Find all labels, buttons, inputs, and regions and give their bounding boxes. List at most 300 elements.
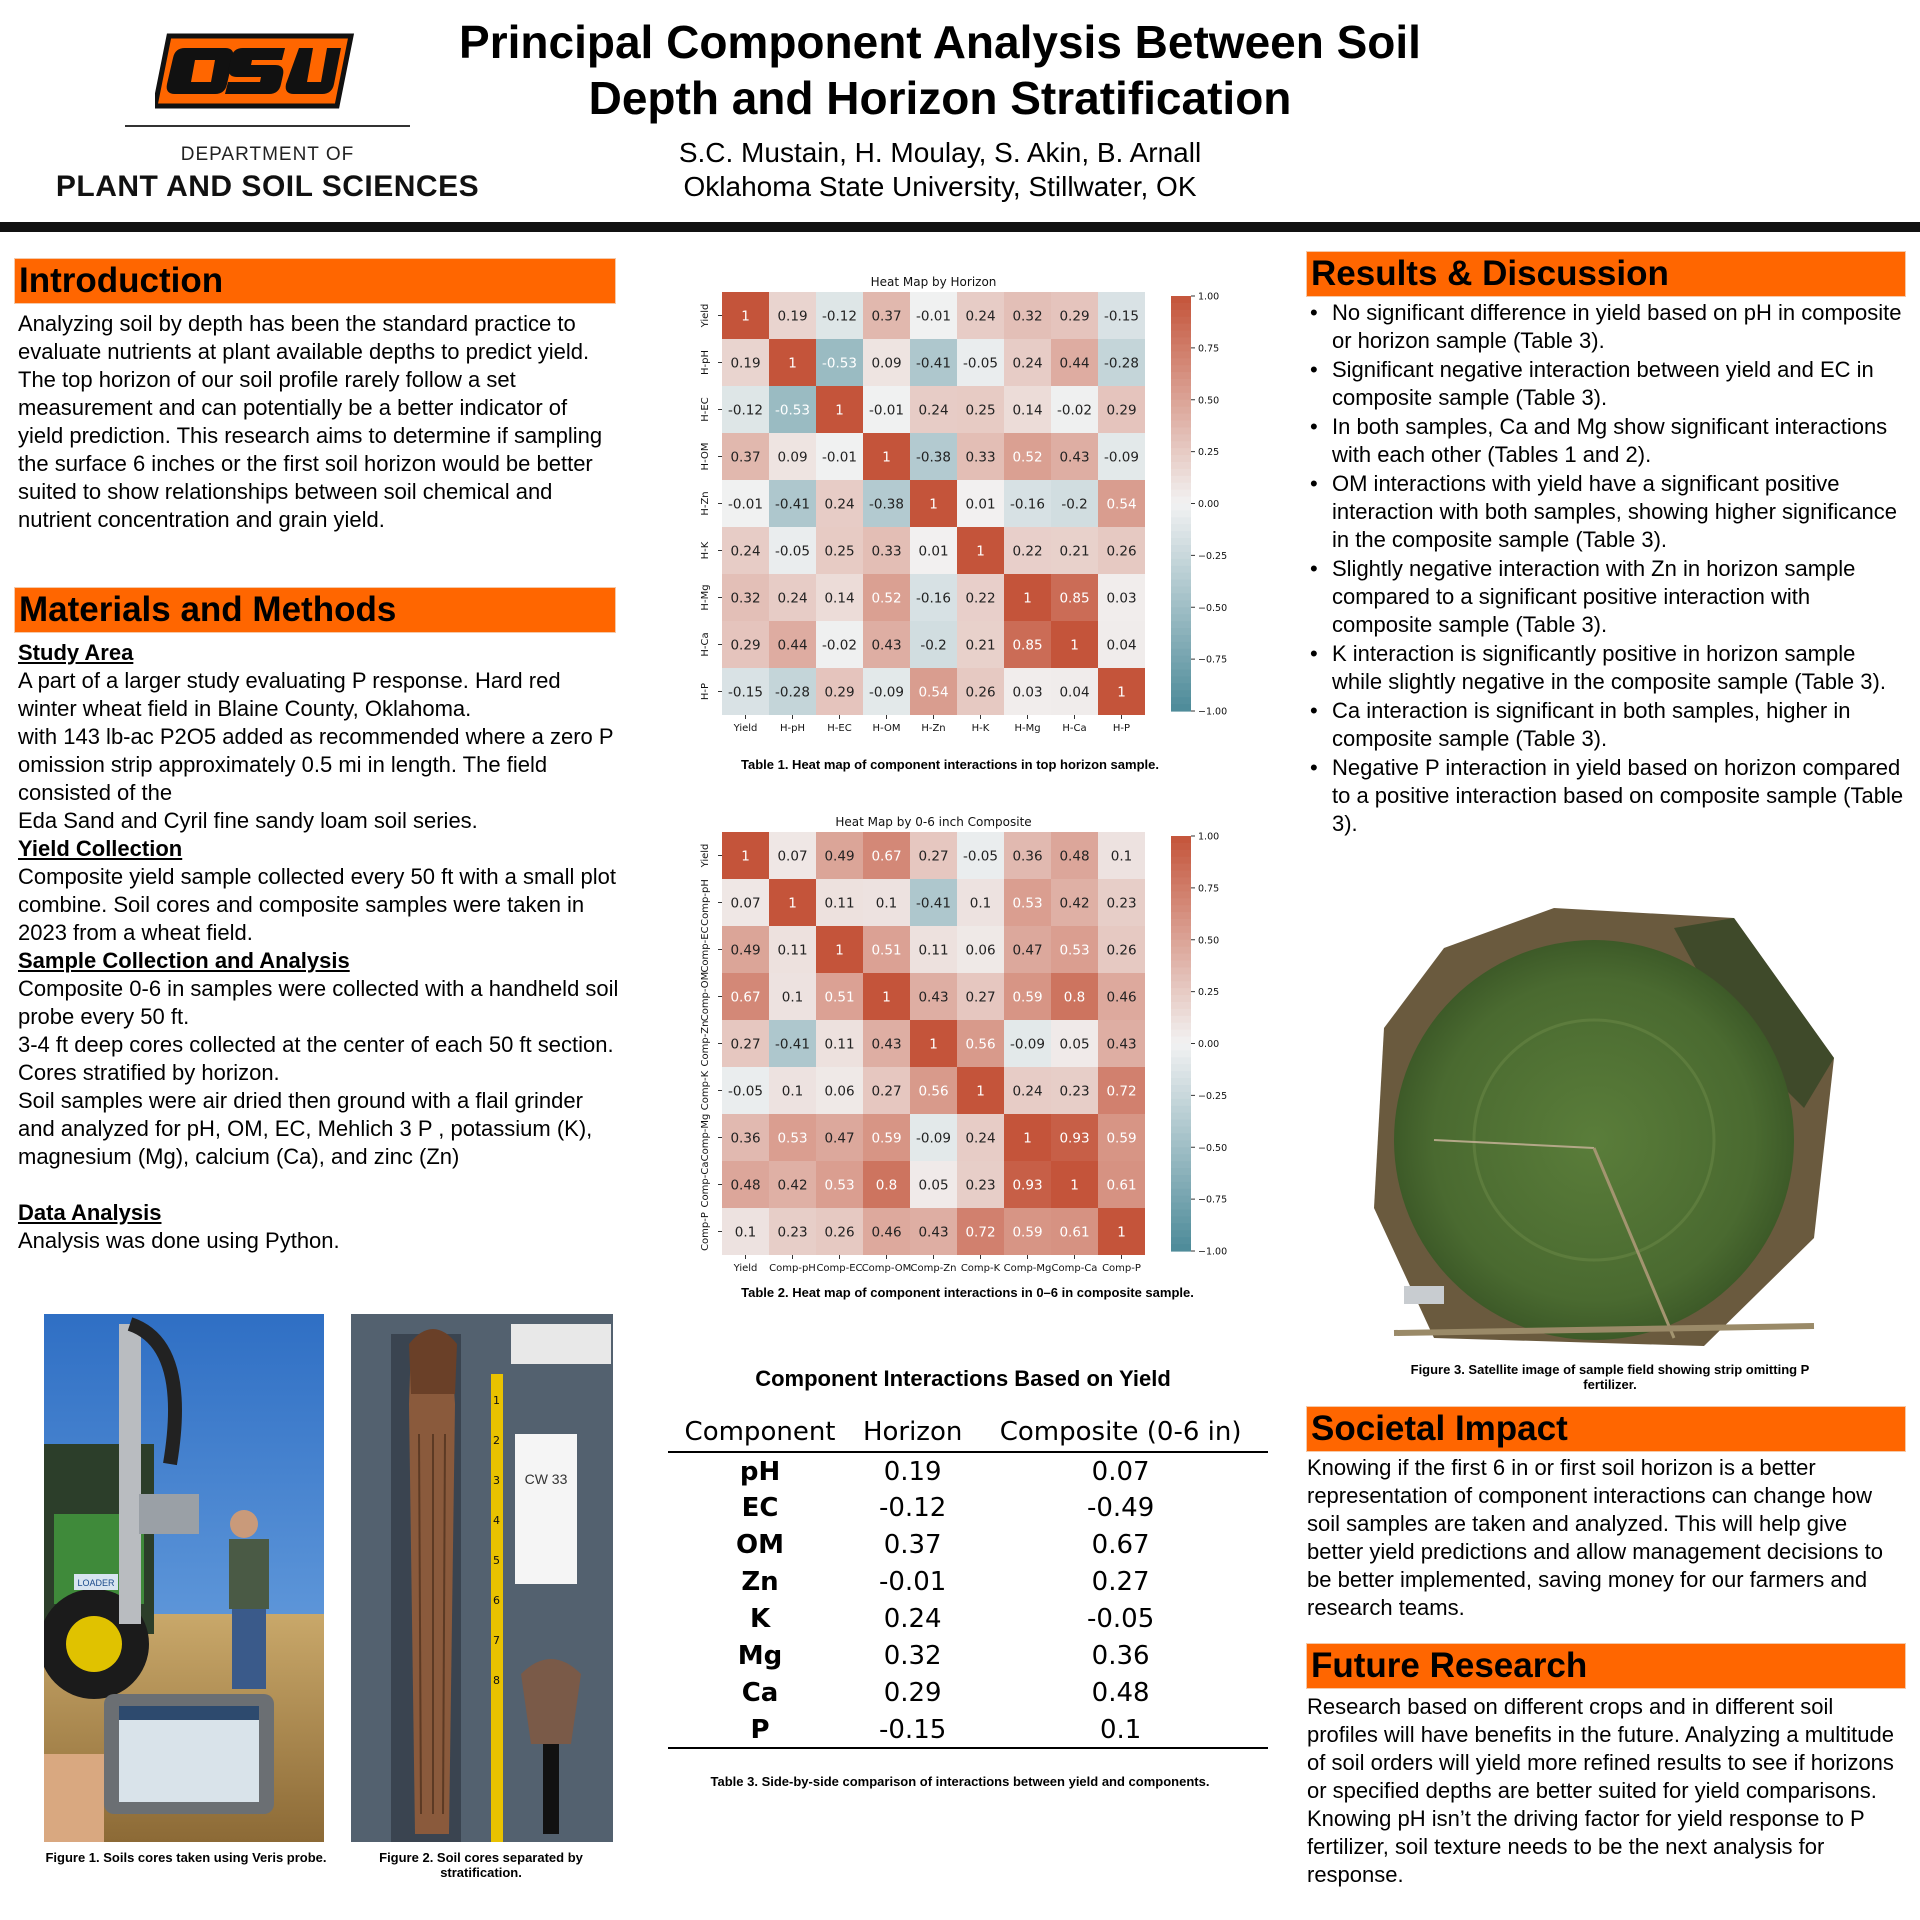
methods-body — [18, 639, 623, 1255]
future-research-text: Research based on different crops and in different soil profiles will have benefits in the future. Analyzing a multitude of soil orders will yield more refined results to see if horizons or specified depths are better suited for yield comparisons. Knowing pH isn’t the driving factor for yield response to P fertilizer, soil texture needs to be the next analysis for response. — [1307, 1694, 1894, 1887]
y-tick-label: Comp-Zn — [700, 1020, 711, 1067]
cell-value-label: 0.48 — [1059, 848, 1090, 865]
x-tick-label: Comp-Zn — [910, 1263, 957, 1274]
svg-text:8: 8 — [493, 1674, 500, 1687]
cell-value-label: 0.59 — [1012, 1224, 1043, 1241]
colorbar-segment — [1171, 857, 1191, 865]
x-tick-label: H-K — [971, 723, 990, 734]
x-tick-label: Comp-P — [1102, 1263, 1141, 1274]
colorbar-segment — [1171, 455, 1191, 463]
cell-value-label: 0.11 — [918, 942, 949, 959]
y-tick-label: H-pH — [700, 350, 711, 375]
table-cell: 0.19 — [883, 1456, 942, 1487]
table-row — [668, 1674, 1268, 1711]
cell-value-label: 0.54 — [918, 684, 949, 701]
cell-value-label: 0.61 — [1106, 1177, 1137, 1194]
cell-value-label: 0.06 — [965, 942, 996, 959]
cell-value-label: 0.54 — [1106, 496, 1137, 513]
cell-value-label: 0.29 — [730, 637, 761, 654]
colorbar-segment — [1171, 1147, 1191, 1155]
sample-collection-text-3: Soil samples were air dried then ground with a flail grinder and analyzed for pH, OM, EC, Mehlich 3 P , potassium (K), magnesium (Mg), calcium (Ca), and zinc (Zn) — [18, 1088, 593, 1169]
figure-1-photo — [44, 1314, 324, 1842]
cell-value-label: -0.09 — [869, 684, 904, 701]
x-tick-label: Comp-Mg — [1003, 1263, 1052, 1274]
table-1-caption: Table 1. Heat map of component interactions in top horizon sample. — [741, 757, 1159, 772]
logo-divider — [125, 125, 410, 127]
cell-value-label: 0.61 — [1059, 1224, 1090, 1241]
cell-value-label: 1 — [741, 308, 750, 325]
y-tick-label: H-OM — [700, 442, 711, 471]
table-cell: EC — [741, 1493, 779, 1523]
colorbar-segment — [1171, 338, 1191, 346]
colorbar-segment — [1171, 642, 1191, 650]
yield-collection-heading: Yield Collection — [18, 836, 183, 861]
colorbar-segment — [1171, 1189, 1191, 1197]
table-cell: -0.01 — [879, 1567, 947, 1597]
cell-value-label: -0.16 — [916, 590, 951, 607]
cell-value-label: 0.53 — [824, 1177, 855, 1194]
cell-value-label: -0.41 — [916, 355, 951, 372]
chart-title: Heat Map by Horizon — [870, 275, 997, 289]
heatmap-horizon — [686, 272, 1246, 742]
cell-value-label: 0.24 — [824, 496, 855, 513]
colorbar-tick-label: −1.00 — [1198, 706, 1228, 718]
cell-value-label: 0.27 — [965, 989, 996, 1006]
poster-authors — [520, 136, 1360, 204]
table-cell: 0.67 — [1091, 1530, 1150, 1560]
cell-value-label: -0.01 — [869, 402, 904, 419]
colorbar-segment — [1171, 1099, 1191, 1107]
y-tick-label: Comp-EC — [700, 926, 711, 973]
data-analysis-heading: Data Analysis — [18, 1200, 162, 1225]
x-tick-label: H-Mg — [1014, 723, 1041, 734]
colorbar-segment — [1171, 510, 1191, 518]
cell-value-label: 0.33 — [965, 449, 996, 466]
colorbar-segment — [1171, 600, 1191, 608]
cell-value-label: 0.85 — [1059, 590, 1090, 607]
cell-value-label: 0.43 — [918, 989, 949, 1006]
colorbar-segment — [1171, 1057, 1191, 1065]
colorbar-segment — [1171, 663, 1191, 671]
colorbar-tick-label: −0.25 — [1198, 1090, 1228, 1102]
colorbar-segment — [1171, 621, 1191, 629]
cell-value-label: 0.59 — [1106, 1130, 1137, 1147]
cell-value-label: 0.24 — [1012, 355, 1043, 372]
cell-value-label: 1 — [976, 1083, 985, 1100]
colorbar-tick-label: 0.50 — [1198, 395, 1220, 407]
svg-text:7: 7 — [493, 1634, 500, 1647]
cell-value-label: 1 — [976, 543, 985, 560]
cell-value-label: 0.26 — [965, 684, 996, 701]
cell-value-label: 1 — [1023, 590, 1032, 607]
cell-value-label: 0.29 — [1106, 402, 1137, 419]
cell-value-label: 1 — [929, 1036, 938, 1053]
y-tick-label: H-Ca — [700, 632, 711, 657]
cell-value-label: 0.93 — [1012, 1177, 1043, 1194]
y-tick-label: H-Mg — [700, 584, 711, 611]
colorbar-segment — [1171, 1113, 1191, 1121]
table-cell: 0.32 — [883, 1641, 942, 1671]
colorbar-tick-label: 0.75 — [1198, 883, 1220, 895]
cell-value-label: 0.22 — [1012, 543, 1043, 560]
cell-value-label: 0.26 — [1106, 942, 1137, 959]
table-cell: pH — [739, 1456, 781, 1487]
svg-text:5: 5 — [493, 1554, 500, 1567]
introduction-text: Analyzing soil by depth has been the standard practice to evaluate nutrients at plant available depths to predict yield. The top horizon of our soil profile rarely follow a set measurement and can potentially be a better indicator of yield prediction. This research aims to determine if sampling the surface 6 inches or the first soil horizon would be better suited to show relationships between soil chemical and nutrient concentration and grain yield. — [18, 311, 603, 532]
cell-value-label: 0.14 — [1012, 402, 1043, 419]
cell-value-label: 0.1 — [781, 989, 804, 1006]
list-item: • Negative P interaction in yield based on horizon compared to a positive interaction based on composite sample (Table 3). — [1306, 754, 1906, 838]
cell-value-label: 0.27 — [871, 1083, 902, 1100]
cell-value-label: 0.85 — [1012, 637, 1043, 654]
colorbar-segment — [1171, 476, 1191, 484]
cell-value-label: -0.09 — [916, 1130, 951, 1147]
cell-value-label: 0.23 — [965, 1177, 996, 1194]
figure-2-caption: Figure 2. Soil cores separated by stratification. — [379, 1850, 583, 1880]
colorbar-segment — [1171, 462, 1191, 470]
cell-value-label: 0.33 — [871, 543, 902, 560]
cell-value-label: 1 — [835, 402, 844, 419]
table-cell: 0.24 — [883, 1604, 942, 1634]
colorbar-segment — [1171, 393, 1191, 401]
cell-value-label: 0.36 — [730, 1130, 761, 1147]
cell-value-label: -0.05 — [963, 848, 998, 865]
cell-value-label: 0.21 — [965, 637, 996, 654]
cell-value-label: 0.05 — [1059, 1036, 1090, 1053]
colorbar-segment — [1171, 552, 1191, 560]
introduction-heading: Introduction — [14, 258, 616, 304]
colorbar-segment — [1171, 878, 1191, 886]
cell-value-label: 0.52 — [1012, 449, 1043, 466]
cell-value-label: -0.53 — [822, 355, 857, 372]
colorbar-segment — [1171, 1168, 1191, 1176]
colorbar-tick-label: −0.25 — [1198, 550, 1228, 562]
y-tick-label: H-K — [700, 541, 711, 560]
svg-text:2: 2 — [493, 1434, 500, 1447]
colorbar-segment — [1171, 940, 1191, 948]
colorbar-segment — [1171, 497, 1191, 505]
table-row — [668, 1489, 1268, 1526]
heatmap-composite — [686, 812, 1246, 1282]
societal-impact-text: Knowing if the first 6 in or first soil horizon is a better representation of component interactions can change how soil samples are taken and analyzed. This will help give better yield predictions and allow management decisions to be better implemented, saving money for our farmers and research teams. — [1307, 1455, 1883, 1620]
list-item: • Ca interaction is significant in both samples, higher in composite sample (Table 3). — [1306, 697, 1906, 753]
colorbar-segment — [1171, 1044, 1191, 1052]
colorbar-segment — [1171, 947, 1191, 955]
colorbar-segment — [1171, 1133, 1191, 1141]
colorbar-segment — [1171, 1140, 1191, 1148]
colorbar-segment — [1171, 372, 1191, 380]
cell-value-label: 0.44 — [777, 637, 808, 654]
colorbar-segment — [1171, 296, 1191, 304]
cell-value-label: 0.24 — [965, 308, 996, 325]
colorbar-segment — [1171, 427, 1191, 435]
affiliation: Oklahoma State University, Stillwater, OK — [683, 171, 1197, 202]
colorbar-segment — [1171, 1120, 1191, 1128]
colorbar-tick-label: 1.00 — [1198, 291, 1220, 303]
table-cell: K — [749, 1604, 771, 1634]
colorbar-segment — [1171, 344, 1191, 352]
colorbar-segment — [1171, 1078, 1191, 1086]
cell-value-label: 0.49 — [730, 942, 761, 959]
cell-value-label: 0.59 — [1012, 989, 1043, 1006]
cell-value-label: 1 — [1117, 1224, 1126, 1241]
cell-value-label: 0.1 — [1110, 848, 1133, 865]
cell-value-label: 0.72 — [965, 1224, 996, 1241]
table-cell: Zn — [741, 1567, 779, 1597]
colorbar-segment — [1171, 871, 1191, 879]
methods-heading: Materials and Methods — [14, 587, 616, 633]
cell-value-label: 1 — [882, 449, 891, 466]
cell-value-label: 0.1 — [781, 1083, 804, 1100]
cell-value-label: -0.12 — [728, 402, 763, 419]
colorbar-tick-label: 0.75 — [1198, 343, 1220, 355]
cell-value-label: 0.37 — [730, 449, 761, 466]
cell-value-label: 0.43 — [871, 637, 902, 654]
cell-value-label: 0.8 — [1063, 989, 1086, 1006]
cell-value-label: 0.25 — [824, 543, 855, 560]
cell-value-label: 1 — [1023, 1130, 1032, 1147]
y-tick-label: Comp-OM — [700, 971, 711, 1022]
colorbar-segment — [1171, 1106, 1191, 1114]
colorbar-segment — [1171, 614, 1191, 622]
x-tick-label: H-pH — [780, 723, 805, 734]
cell-value-label: 0.24 — [918, 402, 949, 419]
x-tick-label: Comp-pH — [769, 1263, 816, 1274]
colorbar-segment — [1171, 670, 1191, 678]
colorbar-segment — [1171, 933, 1191, 941]
cell-value-label: 0.53 — [777, 1130, 808, 1147]
cell-value-label: -0.38 — [916, 449, 951, 466]
table-cell: -0.12 — [879, 1493, 947, 1523]
colorbar-segment — [1171, 988, 1191, 996]
colorbar-segment — [1171, 559, 1191, 567]
heatmap-composite-svg — [686, 812, 1246, 1282]
cell-value-label: -0.05 — [775, 543, 810, 560]
list-item: • No significant difference in yield based on pH in composite or horizon sample (Table 3). — [1306, 299, 1906, 355]
colorbar-segment — [1171, 317, 1191, 325]
cell-value-label: -0.01 — [728, 496, 763, 513]
cell-value-label: -0.05 — [963, 355, 998, 372]
cell-value-label: -0.16 — [1010, 496, 1045, 513]
colorbar-segment — [1171, 704, 1191, 712]
colorbar-segment — [1171, 628, 1191, 636]
x-tick-label: H-Zn — [921, 723, 946, 734]
cell-value-label: 0.24 — [965, 1130, 996, 1147]
cell-value-label: 0.24 — [1012, 1083, 1043, 1100]
cell-value-label: 0.51 — [871, 942, 902, 959]
colorbar-segment — [1171, 954, 1191, 962]
colorbar-segment — [1171, 580, 1191, 588]
table-cell: -0.49 — [1086, 1493, 1155, 1523]
cell-value-label: 0.8 — [875, 1177, 898, 1194]
cell-value-label: 0.23 — [1106, 895, 1137, 912]
colorbar-segment — [1171, 891, 1191, 899]
colorbar-segment — [1171, 850, 1191, 858]
svg-text:1: 1 — [493, 1394, 500, 1407]
colorbar-segment — [1171, 1230, 1191, 1238]
cell-value-label: 0.1 — [969, 895, 992, 912]
cell-value-label: 0.11 — [824, 895, 855, 912]
colorbar-tick-label: 0.50 — [1198, 935, 1220, 947]
y-tick-label: Comp-P — [700, 1212, 711, 1251]
cell-value-label: 0.04 — [1059, 684, 1090, 701]
cell-value-label: 0.43 — [1059, 449, 1090, 466]
table-3-caption: Table 3. Side-by-side comparison of interactions between yield and components. — [710, 1774, 1210, 1789]
data-analysis-text: Analysis was done using Python. — [18, 1228, 340, 1253]
y-tick-label: H-EC — [700, 397, 711, 422]
figure-3-caption: Figure 3. Satellite image of sample field showing strip omitting P fertilizer. — [1410, 1362, 1810, 1392]
colorbar-segment — [1171, 587, 1191, 595]
colorbar-segment — [1171, 545, 1191, 553]
colorbar-segment — [1171, 1064, 1191, 1072]
cell-value-label: -0.09 — [1104, 449, 1139, 466]
colorbar-segment — [1171, 573, 1191, 581]
cell-value-label: 1 — [788, 895, 797, 912]
cell-value-label: -0.41 — [775, 1036, 810, 1053]
table-cell: 0.07 — [1091, 1456, 1150, 1487]
study-area-text-2: with 143 lb-ac P2O5 added as recommended where a zero P omission strip approximately 0.5 mi in length. The field consisted of the — [18, 724, 614, 805]
colorbar-segment — [1171, 448, 1191, 456]
table-cell: 0.37 — [883, 1530, 942, 1560]
cell-value-label: 0.07 — [777, 848, 808, 865]
cell-value-label: 0.09 — [777, 449, 808, 466]
colorbar-segment — [1171, 884, 1191, 892]
results-heading: Results & Discussion — [1306, 251, 1906, 297]
cell-value-label: 0.47 — [1012, 942, 1043, 959]
cell-value-label: 0.42 — [1059, 895, 1090, 912]
table-row — [668, 1600, 1268, 1637]
cell-value-label: 0.04 — [1106, 637, 1137, 654]
colorbar-segment — [1171, 351, 1191, 359]
colorbar-segment — [1171, 524, 1191, 532]
yield-collection-text: Composite yield sample collected every 50 ft with a small plot combine. Soil cores and composite samples were taken in 2023 from a wheat field. — [18, 864, 616, 945]
colorbar-segment — [1171, 358, 1191, 366]
cell-value-label: 0.32 — [1012, 308, 1043, 325]
colorbar-segment — [1171, 912, 1191, 920]
x-tick-label: Yield — [733, 1263, 758, 1274]
table-cell: 0.27 — [1091, 1567, 1150, 1597]
cell-value-label: 0.14 — [824, 590, 855, 607]
cell-value-label: 0.05 — [918, 1177, 949, 1194]
cell-value-label: 0.52 — [871, 590, 902, 607]
cell-value-label: 0.56 — [965, 1036, 996, 1053]
cell-value-label: 0.36 — [1012, 848, 1043, 865]
x-tick-label: Yield — [733, 723, 758, 734]
cell-value-label: 0.23 — [1059, 1083, 1090, 1100]
sample-collection-text-1: Composite 0-6 in samples were collected with a handheld soil probe every 50 ft. — [18, 976, 619, 1029]
colorbar-segment — [1171, 926, 1191, 934]
table-row — [668, 1711, 1268, 1748]
colorbar-segment — [1171, 421, 1191, 429]
colorbar-segment — [1171, 1050, 1191, 1058]
colorbar-segment — [1171, 649, 1191, 657]
table-header-composite: Composite (0-6 in) — [973, 1414, 1268, 1452]
colorbar-segment — [1171, 1085, 1191, 1093]
colorbar-segment — [1171, 1223, 1191, 1231]
cell-value-label: 0.67 — [871, 848, 902, 865]
table-row — [668, 1452, 1268, 1489]
table-cell: P — [668, 1711, 852, 1748]
cell-value-label: 0.51 — [824, 989, 855, 1006]
figure-2-photo — [351, 1314, 613, 1842]
colorbar-segment — [1171, 656, 1191, 664]
colorbar-segment — [1171, 469, 1191, 477]
y-tick-label: Comp-Mg — [700, 1113, 711, 1162]
cell-value-label: -0.53 — [775, 402, 810, 419]
table-cell: 0.29 — [883, 1678, 942, 1708]
poster-title: Principal Component Analysis Between Soil Depth and Horizon Stratification — [459, 16, 1421, 124]
cell-value-label: -0.28 — [775, 684, 810, 701]
colorbar-tick-label: 0.00 — [1198, 1039, 1220, 1050]
colorbar-segment — [1171, 310, 1191, 318]
cell-value-label: 0.21 — [1059, 543, 1090, 560]
cell-value-label: 0.01 — [918, 543, 949, 560]
colorbar-segment — [1171, 386, 1191, 394]
cell-value-label: 0.27 — [918, 848, 949, 865]
list-item: • K interaction is significantly positive in horizon sample while slightly negative in the composite sample (Table 3). — [1306, 640, 1906, 696]
cell-value-label: 0.26 — [1106, 543, 1137, 560]
cell-value-label: 1 — [788, 355, 797, 372]
colorbar-segment — [1171, 400, 1191, 408]
cell-value-label: 1 — [835, 942, 844, 959]
cell-value-label: 0.09 — [871, 355, 902, 372]
colorbar-segment — [1171, 898, 1191, 906]
figure-3-satellite-image — [1374, 908, 1840, 1346]
cell-value-label: -0.09 — [1010, 1036, 1045, 1053]
colorbar-segment — [1171, 697, 1191, 705]
colorbar-segment — [1171, 566, 1191, 574]
study-area-text-1: A part of a larger study evaluating P response. Hard red winter wheat field in Blaine County, Oklahoma. — [18, 668, 561, 721]
colorbar-segment — [1171, 1203, 1191, 1211]
societal-impact-heading: Societal Impact — [1306, 1406, 1906, 1452]
cell-value-label: 0.22 — [965, 590, 996, 607]
colorbar-segment — [1171, 303, 1191, 311]
list-item: • In both samples, Ca and Mg show significant interactions with each other (Tables 1 and 2). — [1306, 413, 1906, 469]
cell-value-label: 0.11 — [824, 1036, 855, 1053]
table-2-caption: Table 2. Heat map of component interactions in 0–6 in composite sample. — [741, 1285, 1194, 1300]
table-cell: 0.1 — [973, 1711, 1268, 1748]
colorbar-segment — [1171, 1030, 1191, 1038]
cell-value-label: 0.19 — [730, 355, 761, 372]
table-3-grid — [668, 1414, 1268, 1749]
cell-value-label: 0.03 — [1012, 684, 1043, 701]
colorbar-segment — [1171, 864, 1191, 872]
cell-value-label: 0.24 — [777, 590, 808, 607]
colorbar-segment — [1171, 379, 1191, 387]
study-area-heading: Study Area — [18, 640, 134, 665]
author-list: S.C. Mustain, H. Moulay, S. Akin, B. Arnall — [678, 137, 1202, 168]
colorbar-segment — [1171, 967, 1191, 975]
cell-value-label: 1 — [929, 496, 938, 513]
colorbar-segment — [1171, 1016, 1191, 1024]
colorbar-segment — [1171, 1092, 1191, 1100]
department-name: PLANT AND SOIL SCIENCES — [55, 170, 480, 203]
colorbar-tick-label: −0.75 — [1198, 654, 1228, 666]
cell-value-label: 0.1 — [875, 895, 898, 912]
colorbar-tick-label: −0.75 — [1198, 1194, 1228, 1206]
cell-value-label: 0.46 — [1106, 989, 1137, 1006]
cell-value-label: -0.02 — [1057, 402, 1092, 419]
table-cell: Ca — [741, 1678, 779, 1708]
cell-value-label: 0.43 — [1106, 1036, 1137, 1053]
cell-value-label: 0.47 — [824, 1130, 855, 1147]
colorbar-segment — [1171, 1023, 1191, 1031]
cell-value-label: 0.46 — [871, 1224, 902, 1241]
x-tick-label: Comp-K — [960, 1263, 1001, 1274]
colorbar-segment — [1171, 1037, 1191, 1045]
colorbar-segment — [1171, 1175, 1191, 1183]
chart-title: Heat Map by 0-6 inch Composite — [835, 815, 1032, 829]
